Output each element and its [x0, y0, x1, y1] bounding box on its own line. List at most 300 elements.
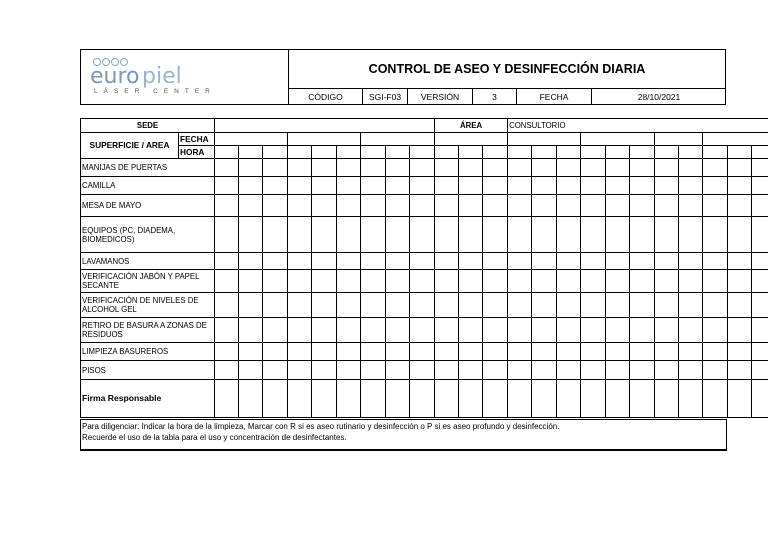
check-cell[interactable]: [215, 318, 239, 343]
check-cell[interactable]: [312, 380, 337, 418]
check-cell[interactable]: [410, 343, 435, 361]
check-cell[interactable]: [361, 159, 386, 177]
check-cell[interactable]: [361, 195, 386, 217]
check-cell[interactable]: [655, 318, 679, 343]
hora-cell[interactable]: [263, 146, 288, 159]
hora-cell[interactable]: [752, 146, 768, 159]
check-cell[interactable]: [288, 159, 312, 177]
check-cell[interactable]: [361, 361, 386, 380]
check-cell[interactable]: [410, 380, 435, 418]
check-cell[interactable]: [337, 380, 361, 418]
check-cell[interactable]: [752, 380, 768, 418]
hora-cell[interactable]: [312, 146, 337, 159]
check-cell[interactable]: [557, 380, 581, 418]
check-cell[interactable]: [532, 217, 557, 253]
check-cell[interactable]: [483, 177, 508, 195]
check-cell[interactable]: [728, 343, 752, 361]
check-cell[interactable]: [288, 253, 312, 270]
check-cell[interactable]: [483, 159, 508, 177]
check-cell[interactable]: [239, 270, 263, 293]
check-cell[interactable]: [386, 293, 410, 318]
check-cell[interactable]: [728, 361, 752, 380]
hora-cell[interactable]: [728, 146, 752, 159]
check-cell[interactable]: [728, 318, 752, 343]
hora-cell[interactable]: [215, 146, 239, 159]
check-cell[interactable]: [239, 361, 263, 380]
check-cell[interactable]: [703, 361, 728, 380]
check-cell[interactable]: [679, 253, 703, 270]
check-cell[interactable]: [386, 253, 410, 270]
check-cell[interactable]: [263, 253, 288, 270]
check-cell[interactable]: [532, 195, 557, 217]
check-cell[interactable]: [435, 270, 459, 293]
check-cell[interactable]: [361, 343, 386, 361]
check-cell[interactable]: [337, 177, 361, 195]
check-cell[interactable]: [532, 380, 557, 418]
check-cell[interactable]: [435, 159, 459, 177]
check-cell[interactable]: [483, 217, 508, 253]
check-cell[interactable]: [435, 293, 459, 318]
check-cell[interactable]: [532, 343, 557, 361]
check-cell[interactable]: [459, 361, 483, 380]
check-cell[interactable]: [679, 318, 703, 343]
check-cell[interactable]: [679, 293, 703, 318]
check-cell[interactable]: [606, 380, 630, 418]
check-cell[interactable]: [312, 177, 337, 195]
check-cell[interactable]: [557, 177, 581, 195]
task-row: [81, 318, 768, 343]
check-cell[interactable]: [679, 159, 703, 177]
fecha-cell[interactable]: [581, 133, 655, 146]
check-cell[interactable]: [508, 217, 532, 253]
check-cell[interactable]: [581, 343, 606, 361]
check-cell[interactable]: [532, 293, 557, 318]
fecha-cell[interactable]: [703, 133, 768, 146]
check-cell[interactable]: [557, 253, 581, 270]
check-cell[interactable]: [435, 253, 459, 270]
check-cell[interactable]: [728, 380, 752, 418]
check-cell[interactable]: [459, 217, 483, 253]
check-cell[interactable]: [263, 361, 288, 380]
task-label: MANIJAS DE PUERTAS: [81, 159, 215, 177]
hora-cell[interactable]: [655, 146, 679, 159]
check-cell[interactable]: [459, 177, 483, 195]
check-cell[interactable]: [508, 293, 532, 318]
hora-cell[interactable]: [679, 146, 703, 159]
check-cell[interactable]: [655, 195, 679, 217]
check-cell[interactable]: [337, 270, 361, 293]
hora-cell[interactable]: [508, 146, 532, 159]
check-cell[interactable]: [215, 361, 239, 380]
check-cell[interactable]: [239, 318, 263, 343]
check-cell[interactable]: [410, 293, 435, 318]
check-cell[interactable]: [728, 253, 752, 270]
check-cell[interactable]: [752, 343, 768, 361]
check-cell[interactable]: [288, 217, 312, 253]
hora-cell[interactable]: [532, 146, 557, 159]
check-cell[interactable]: [752, 361, 768, 380]
check-cell[interactable]: [215, 293, 239, 318]
check-cell[interactable]: [312, 318, 337, 343]
check-cell[interactable]: [459, 270, 483, 293]
check-cell[interactable]: [532, 253, 557, 270]
check-cell[interactable]: [410, 217, 435, 253]
check-cell[interactable]: [581, 159, 606, 177]
check-cell[interactable]: [239, 159, 263, 177]
check-cell[interactable]: [581, 177, 606, 195]
check-cell[interactable]: [655, 361, 679, 380]
check-cell[interactable]: [483, 361, 508, 380]
check-cell[interactable]: [386, 361, 410, 380]
check-cell[interactable]: [532, 318, 557, 343]
hora-cell[interactable]: [361, 146, 386, 159]
hora-cell[interactable]: [483, 146, 508, 159]
check-cell[interactable]: [361, 253, 386, 270]
check-cell[interactable]: [532, 270, 557, 293]
check-cell[interactable]: [483, 253, 508, 270]
check-cell[interactable]: [239, 253, 263, 270]
check-cell[interactable]: [337, 343, 361, 361]
check-cell[interactable]: [655, 270, 679, 293]
check-cell[interactable]: [337, 159, 361, 177]
check-cell[interactable]: [703, 343, 728, 361]
check-cell[interactable]: [508, 361, 532, 380]
hora-cell[interactable]: [435, 146, 459, 159]
check-cell[interactable]: [239, 380, 263, 418]
check-cell[interactable]: [435, 217, 459, 253]
check-cell[interactable]: [752, 195, 768, 217]
check-cell[interactable]: [239, 177, 263, 195]
check-cell[interactable]: [435, 380, 459, 418]
check-cell[interactable]: [655, 253, 679, 270]
check-cell[interactable]: [679, 270, 703, 293]
check-cell[interactable]: [630, 177, 655, 195]
check-cell[interactable]: [215, 253, 239, 270]
check-cell[interactable]: [386, 217, 410, 253]
check-cell[interactable]: [288, 195, 312, 217]
check-cell[interactable]: [606, 177, 630, 195]
check-cell[interactable]: [410, 195, 435, 217]
sede-value-field[interactable]: [215, 119, 435, 133]
check-cell[interactable]: [630, 195, 655, 217]
hora-cell[interactable]: [581, 146, 606, 159]
check-cell[interactable]: [728, 195, 752, 217]
check-cell[interactable]: [655, 177, 679, 195]
hora-cell[interactable]: [630, 146, 655, 159]
check-cell[interactable]: [410, 270, 435, 293]
check-cell[interactable]: [263, 270, 288, 293]
check-cell[interactable]: [532, 159, 557, 177]
check-cell[interactable]: [655, 380, 679, 418]
check-cell[interactable]: [581, 195, 606, 217]
check-cell[interactable]: [630, 343, 655, 361]
check-cell[interactable]: [215, 343, 239, 361]
fecha-cell[interactable]: [215, 133, 288, 146]
check-cell[interactable]: [410, 177, 435, 195]
check-cell[interactable]: [435, 361, 459, 380]
check-cell[interactable]: [508, 380, 532, 418]
check-cell[interactable]: [581, 380, 606, 418]
check-cell[interactable]: [606, 343, 630, 361]
check-cell[interactable]: [703, 380, 728, 418]
fecha-cell[interactable]: [435, 133, 508, 146]
check-cell[interactable]: [703, 217, 728, 253]
check-cell[interactable]: [361, 318, 386, 343]
check-cell[interactable]: [239, 195, 263, 217]
check-cell[interactable]: [508, 159, 532, 177]
check-cell[interactable]: [679, 361, 703, 380]
hora-cell[interactable]: [703, 146, 728, 159]
check-cell[interactable]: [557, 159, 581, 177]
check-cell[interactable]: [606, 361, 630, 380]
check-cell[interactable]: [312, 217, 337, 253]
check-cell[interactable]: [435, 343, 459, 361]
check-cell[interactable]: [263, 159, 288, 177]
check-cell[interactable]: [728, 159, 752, 177]
check-cell[interactable]: [263, 293, 288, 318]
check-cell[interactable]: [312, 253, 337, 270]
firma-label: Firma Responsable: [81, 380, 215, 418]
check-cell[interactable]: [508, 270, 532, 293]
check-cell[interactable]: [386, 343, 410, 361]
check-cell[interactable]: [288, 343, 312, 361]
check-cell[interactable]: [483, 380, 508, 418]
check-cell[interactable]: [532, 177, 557, 195]
check-cell[interactable]: [361, 293, 386, 318]
check-cell[interactable]: [752, 159, 768, 177]
check-cell[interactable]: [630, 361, 655, 380]
hora-cell[interactable]: [557, 146, 581, 159]
hora-cell[interactable]: [337, 146, 361, 159]
check-cell[interactable]: [288, 270, 312, 293]
check-cell[interactable]: [655, 159, 679, 177]
check-cell[interactable]: [532, 361, 557, 380]
check-cell[interactable]: [337, 293, 361, 318]
task-row: [81, 177, 768, 195]
check-cell[interactable]: [508, 343, 532, 361]
check-cell[interactable]: [386, 318, 410, 343]
hora-cell[interactable]: [288, 146, 312, 159]
check-cell[interactable]: [557, 270, 581, 293]
check-cell[interactable]: [581, 293, 606, 318]
check-cell[interactable]: [752, 318, 768, 343]
check-cell[interactable]: [215, 177, 239, 195]
check-cell[interactable]: [508, 177, 532, 195]
check-cell[interactable]: [606, 253, 630, 270]
check-cell[interactable]: [239, 217, 263, 253]
check-cell[interactable]: [459, 343, 483, 361]
check-cell[interactable]: [459, 159, 483, 177]
check-cell[interactable]: [752, 217, 768, 253]
check-cell[interactable]: [361, 270, 386, 293]
check-cell[interactable]: [263, 380, 288, 418]
check-cell[interactable]: [630, 318, 655, 343]
check-cell[interactable]: [728, 177, 752, 195]
check-cell[interactable]: [557, 318, 581, 343]
check-cell[interactable]: [215, 195, 239, 217]
task-label: LIMPIEZA BASUREROS: [81, 343, 215, 361]
version-value: 3: [473, 89, 517, 104]
check-cell[interactable]: [630, 270, 655, 293]
check-cell[interactable]: [508, 253, 532, 270]
check-cell[interactable]: [483, 270, 508, 293]
fecha-cell[interactable]: [361, 133, 435, 146]
check-cell[interactable]: [312, 159, 337, 177]
check-cell[interactable]: [728, 270, 752, 293]
check-cell[interactable]: [386, 270, 410, 293]
check-cell[interactable]: [581, 318, 606, 343]
check-cell[interactable]: [679, 380, 703, 418]
check-cell[interactable]: [679, 177, 703, 195]
check-cell[interactable]: [263, 343, 288, 361]
check-cell[interactable]: [263, 318, 288, 343]
check-cell[interactable]: [557, 343, 581, 361]
check-cell[interactable]: [606, 159, 630, 177]
check-cell[interactable]: [752, 177, 768, 195]
check-cell[interactable]: [703, 318, 728, 343]
check-cell[interactable]: [703, 195, 728, 217]
check-cell[interactable]: [703, 159, 728, 177]
check-cell[interactable]: [703, 253, 728, 270]
check-cell[interactable]: [483, 195, 508, 217]
check-cell[interactable]: [215, 380, 239, 418]
check-cell[interactable]: [606, 270, 630, 293]
check-cell[interactable]: [435, 195, 459, 217]
check-cell[interactable]: [361, 217, 386, 253]
check-cell[interactable]: [703, 293, 728, 318]
check-cell[interactable]: [263, 195, 288, 217]
check-cell[interactable]: [703, 270, 728, 293]
check-cell[interactable]: [288, 380, 312, 418]
hora-cell[interactable]: [459, 146, 483, 159]
check-cell[interactable]: [655, 343, 679, 361]
check-cell[interactable]: [386, 159, 410, 177]
check-cell[interactable]: [459, 253, 483, 270]
hora-label: HORA: [179, 146, 215, 159]
check-cell[interactable]: [337, 195, 361, 217]
check-cell[interactable]: [386, 380, 410, 418]
check-cell[interactable]: [337, 253, 361, 270]
check-cell[interactable]: [679, 217, 703, 253]
check-cell[interactable]: [288, 361, 312, 380]
sede-label: SEDE: [81, 119, 215, 133]
area-value[interactable]: CONSULTORIO: [508, 119, 768, 133]
check-cell[interactable]: [239, 343, 263, 361]
svg-text:piel: piel: [142, 64, 182, 88]
check-cell[interactable]: [581, 361, 606, 380]
check-cell[interactable]: [215, 270, 239, 293]
check-cell[interactable]: [386, 177, 410, 195]
check-cell[interactable]: [239, 293, 263, 318]
check-cell[interactable]: [361, 177, 386, 195]
check-cell[interactable]: [215, 159, 239, 177]
check-cell[interactable]: [752, 253, 768, 270]
date-value: 28/10/2021: [637, 91, 681, 102]
check-cell[interactable]: [630, 253, 655, 270]
check-cell[interactable]: [581, 217, 606, 253]
fecha-cell[interactable]: [508, 133, 581, 146]
area-label: ÁREA: [435, 119, 508, 133]
check-cell[interactable]: [728, 217, 752, 253]
check-cell[interactable]: [752, 293, 768, 318]
check-cell[interactable]: [483, 293, 508, 318]
check-cell[interactable]: [410, 253, 435, 270]
check-cell[interactable]: [337, 361, 361, 380]
check-cell[interactable]: [386, 195, 410, 217]
check-cell[interactable]: [410, 361, 435, 380]
hora-cell[interactable]: [606, 146, 630, 159]
check-cell[interactable]: [459, 380, 483, 418]
check-cell[interactable]: [606, 293, 630, 318]
check-cell[interactable]: [630, 293, 655, 318]
check-cell[interactable]: [288, 293, 312, 318]
check-cell[interactable]: [312, 195, 337, 217]
check-cell[interactable]: [263, 177, 288, 195]
check-cell[interactable]: [288, 177, 312, 195]
check-cell[interactable]: [435, 318, 459, 343]
fecha-cell[interactable]: [655, 133, 703, 146]
check-cell[interactable]: [263, 217, 288, 253]
check-cell[interactable]: [679, 343, 703, 361]
check-cell[interactable]: [630, 380, 655, 418]
check-cell[interactable]: [288, 318, 312, 343]
check-cell[interactable]: [459, 318, 483, 343]
check-cell[interactable]: [655, 293, 679, 318]
check-cell[interactable]: [410, 318, 435, 343]
check-cell[interactable]: [508, 318, 532, 343]
check-cell[interactable]: [581, 270, 606, 293]
check-cell[interactable]: [557, 195, 581, 217]
check-cell[interactable]: [703, 177, 728, 195]
fecha-cell[interactable]: [288, 133, 361, 146]
check-cell[interactable]: [459, 293, 483, 318]
europiel-wordmark-icon: [90, 62, 210, 88]
hora-cell[interactable]: [410, 146, 435, 159]
check-cell[interactable]: [483, 343, 508, 361]
check-cell[interactable]: [337, 217, 361, 253]
check-cell[interactable]: [435, 177, 459, 195]
check-cell[interactable]: [337, 318, 361, 343]
check-cell[interactable]: [557, 361, 581, 380]
check-cell[interactable]: [361, 380, 386, 418]
check-cell[interactable]: [215, 217, 239, 253]
check-cell[interactable]: [557, 293, 581, 318]
check-cell[interactable]: [312, 361, 337, 380]
check-cell[interactable]: [508, 195, 532, 217]
check-cell[interactable]: [483, 318, 508, 343]
check-cell[interactable]: [557, 217, 581, 253]
check-cell[interactable]: [581, 253, 606, 270]
check-cell[interactable]: [728, 293, 752, 318]
check-cell[interactable]: [679, 195, 703, 217]
check-cell[interactable]: [606, 318, 630, 343]
check-cell[interactable]: [410, 159, 435, 177]
check-cell[interactable]: [606, 195, 630, 217]
check-cell[interactable]: [312, 293, 337, 318]
check-cell[interactable]: [752, 270, 768, 293]
check-cell[interactable]: [655, 217, 679, 253]
date-label: FECHA: [517, 89, 592, 104]
check-cell[interactable]: [606, 217, 630, 253]
check-cell[interactable]: [630, 159, 655, 177]
check-cell[interactable]: [459, 195, 483, 217]
task-row: [81, 159, 768, 177]
check-cell[interactable]: [312, 270, 337, 293]
check-cell[interactable]: [630, 217, 655, 253]
hora-cell[interactable]: [239, 146, 263, 159]
check-cell[interactable]: [312, 343, 337, 361]
hora-cell[interactable]: [386, 146, 410, 159]
